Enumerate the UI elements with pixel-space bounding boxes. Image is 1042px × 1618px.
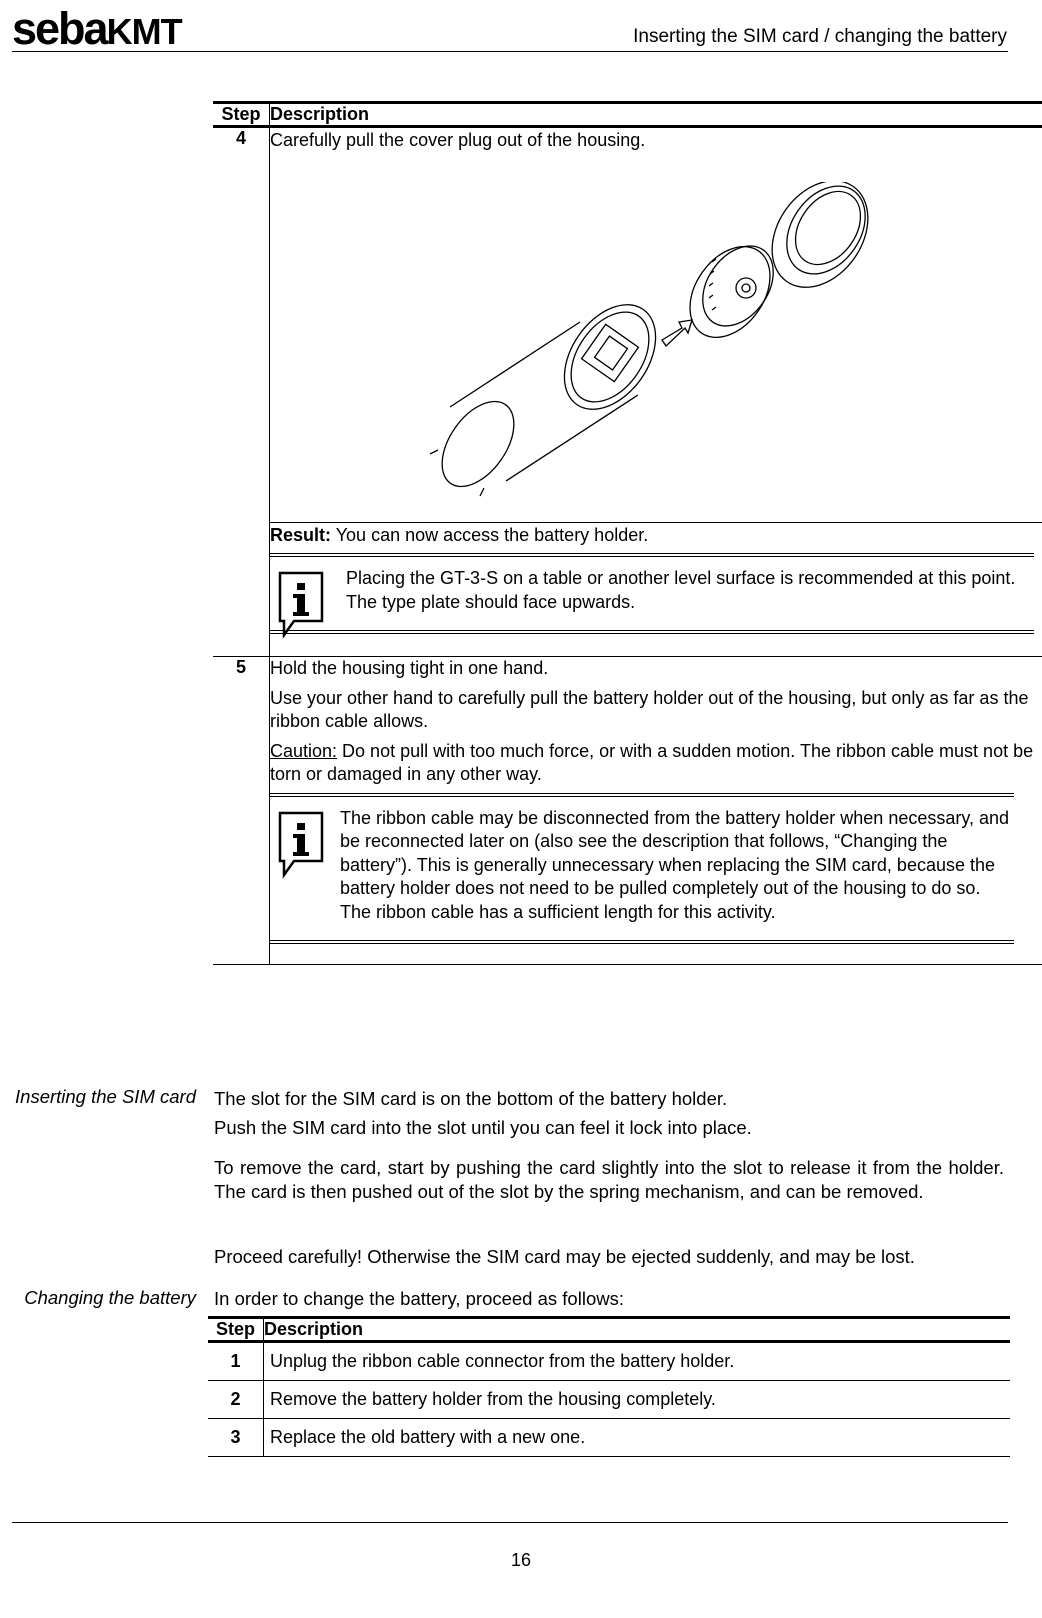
table-row (208, 1419, 1010, 1457)
brand-logo (12, 3, 182, 54)
step-4-result-cell (270, 523, 1042, 657)
caution-text: Do not pull with too much force, or with a sudden motion. The ribbon cable must not be torn or damaged in any other way. (270, 740, 1034, 784)
note-text: Placing the GT-3-S on a table or another level surface is recommended at this point. The type plate should face upwards. (346, 568, 1016, 612)
col-description-header: Description (270, 103, 1042, 127)
col-description-header: Description (264, 1318, 1011, 1342)
step-number: 2 (208, 1381, 264, 1419)
header-divider (12, 51, 1008, 52)
logo-seba: seba (12, 3, 107, 54)
step-5-description (270, 657, 1042, 965)
table-row-step-5 (213, 657, 1042, 965)
steps-table-battery (208, 1316, 1010, 1457)
info-icon (276, 809, 326, 879)
info-note-ribbon-cable (270, 793, 1014, 945)
table-row-step-4 (213, 127, 1042, 523)
table-header-row (213, 103, 1042, 127)
side-label-battery: Changing the battery (24, 1287, 196, 1308)
info-icon (276, 569, 326, 639)
step-number-5: 5 (213, 657, 270, 965)
sim-para-2: Push the SIM card into the slot until you can feel it lock into place. (214, 1117, 752, 1138)
step-text: Unplug the ribbon cable connector from the battery holder. (264, 1342, 1011, 1381)
sim-para-3: To remove the card, start by pushing the card slightly into the slot to release it from the holder. The card is then pushed out of the slot by the spring mechanism, and can be removed. (214, 1157, 1004, 1202)
page-number: 16 (510, 1550, 532, 1570)
caution-label: Caution: (270, 740, 338, 761)
table-row-step-4-result (213, 523, 1042, 657)
step-number-4: 4 (213, 127, 270, 657)
step-5-line-1: Hold the housing tight in one hand. (270, 658, 549, 678)
note-text: The ribbon cable may be disconnected from the battery holder when necessary, and be reconnected later on (also see the description that follows, “Changing the battery”). This is generally unnecessary when replacing the SIM card, because the battery holder does not need to be pulled completely out of the housing to do so. The ribbon cable has a sufficient length for this activity. (340, 807, 1010, 922)
table-row (208, 1342, 1010, 1381)
sim-para-4: Proceed carefully! Otherwise the SIM card may be ejected suddenly, and may be lost. (214, 1246, 915, 1267)
steps-table-removal (213, 101, 1042, 965)
step-number: 3 (208, 1419, 264, 1457)
sim-para-1: The slot for the SIM card is on the bottom of the battery holder. (214, 1088, 728, 1109)
footer-divider (12, 1522, 1008, 1523)
side-label-sim: Inserting the SIM card (15, 1086, 196, 1107)
step-4-text: Carefully pull the cover plug out of the housing. (270, 130, 646, 150)
result-text: You can now access the battery holder. (331, 525, 649, 545)
step-5-line-2: Use your other hand to carefully pull the battery holder out of the housing, but only as far as the ribbon cable allows. (270, 687, 1029, 731)
info-note-level-surface (270, 553, 1034, 634)
logo-kmt: KMT (106, 11, 182, 52)
header-title: Inserting the SIM card / changing the battery (633, 26, 1007, 47)
step-text: Remove the battery holder from the housing completely. (264, 1381, 1011, 1419)
table-row (208, 1381, 1010, 1419)
battery-intro: In order to change the battery, proceed as follows: (214, 1288, 624, 1309)
col-step-header: Step (208, 1318, 264, 1342)
step-4-description (270, 127, 1042, 523)
device-disassembly-illustration (430, 182, 870, 502)
table-header-row (208, 1318, 1010, 1342)
result-label: Result: (270, 525, 332, 545)
step-text: Replace the old battery with a new one. (264, 1419, 1011, 1457)
col-step-header: Step (213, 103, 270, 127)
step-number: 1 (208, 1342, 264, 1381)
